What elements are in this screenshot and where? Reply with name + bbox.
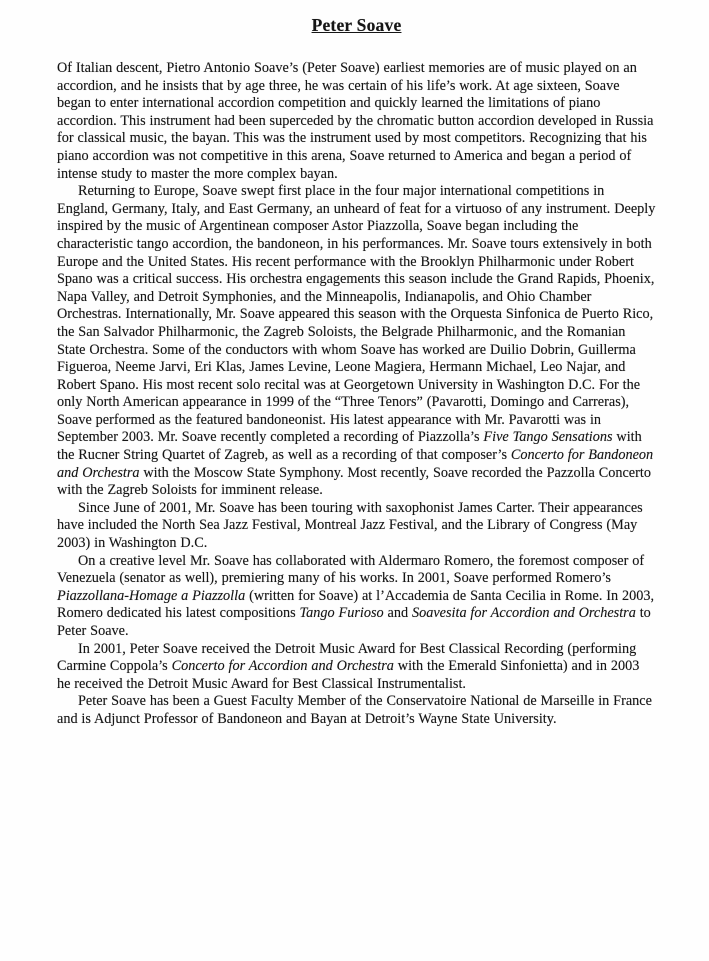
italic-title-run: Concerto for Accordion and Orchestra xyxy=(171,658,394,675)
document-body xyxy=(57,60,656,729)
italic-title-run: Five Tango Sensations xyxy=(483,429,613,446)
paragraph-awards xyxy=(57,641,656,694)
paragraph-faculty xyxy=(57,693,656,728)
paragraph-career xyxy=(57,183,656,500)
italic-title-run: Soavesita for Accordion and Orchestra xyxy=(411,605,636,622)
paragraph-james-carter xyxy=(57,500,656,553)
paragraph-early-life xyxy=(57,60,656,183)
text-run: Returning to Europe, Soave swept first place in the four major international competitions in England, Germany, Italy, and East Germany, an unheard of feat for a virtuoso of any instrument. Deeply inspired by the music of Argentinean composer Astor Piazzolla, Soave began including the characteristic tango accordion, the bandoneon, in his performances. Mr. Soave tours extensively in both Europe and the United States. His recent performance with the Brooklyn Philharmonic under Robert Spano was a critical success. His orchestra engagements this season include the Grand Rapids, Phoenix, Napa Valley, and Detroit Symphonies, and the Minneapolis, Indianapolis, and Ohio Chamber Orchestras. Internationally, Mr. Soave appeared this season with the Orquesta Sinfonica de Puerto Rico, the San Salvador Philharmonic, the Zagreb Soloists, the Belgrade Philharmonic, and the Romanian State Orchestra. Some of the conductors with whom Soave has worked are Duilio Dobrin, Guillerma Figueroa, Neeme Jarvi, Eri Klas, James Levine, Leone Magiera, Hermann Michael, Leo Najar, and Robert Spano. His most recent solo recital was at Georgetown University in Washington D.C. For the only North American appearance in 1999 of the “Three Tenors” (Pavarotti, Domingo and Carreras), Soave performed as the featured bandoneonist. His latest appearance with Mr. Pavarotti was in September 2003. Mr. Soave recently completed a recording of Piazzolla’s xyxy=(57,183,656,446)
text-run: Since June of 2001, Mr. Soave has been touring with saxophonist James Carter. Their appearances have included the North Sea Jazz Festival, Montreal Jazz Festival, and the Library of Congress (May 2003) in Washington D.C. xyxy=(57,499,643,552)
text-run: On a creative level Mr. Soave has collaborated with Aldermaro Romero, the foremost composer of Venezuela (senator as well), premiering many of his works. In 2001, Soave performed Romero’s xyxy=(57,552,645,587)
document-title: Peter Soave xyxy=(311,15,402,35)
text-run: and xyxy=(383,605,412,622)
italic-title-run: Piazzollana-Homage a Piazzolla xyxy=(57,587,246,604)
text-run: Peter Soave has been a Guest Faculty Member of the Conservatoire National de Marseille in France and is Adjunct Professor of Bandoneon and Bayan at Detroit’s Wayne State University. xyxy=(57,693,652,727)
text-run: to Peter Soave. xyxy=(57,605,651,639)
text-run: (written for Soave) at l’Accademia de Santa Cecilia in Rome. In 2003, Romero dedicated his latest compositions xyxy=(57,587,655,622)
italic-title-run: Concerto for Bandoneon and Orchestra xyxy=(57,447,654,481)
text-run: In 2001, Peter Soave received the Detroit Music Award for Best Classical Recording (performing Carmine Coppola’s xyxy=(57,640,637,675)
italic-title-run: Tango Furioso xyxy=(299,605,384,622)
paragraph-romero xyxy=(57,553,656,641)
text-run: Of Italian descent, Pietro Antonio Soave’s (Peter Soave) earliest memories are of music played on an accordion, and he insists that by age three, he was certain of his life’s work. At age sixteen, Soave began to enter international accordion competition and quickly learned the limitations of piano accordion. This instrument had been superceded by the chromatic button accordion developed in Russia for classical music, the bayan. This was the instrument used by most competitors. Recognizing that his piano accordion was not competitive in this arena, Soave returned to America and began a period of intense study to master the more complex bayan. xyxy=(57,60,654,182)
text-run: with the Moscow State Symphony. Most recently, Soave recorded the Pazzolla Concerto with the Zagreb Soloists for imminent release. xyxy=(57,464,651,499)
text-run: with the Emerald Sinfonietta) and in 2003 he received the Detroit Music Award for Best Classical Instrumentalist. xyxy=(57,658,640,692)
text-run: with the Rucner String Quartet of Zagreb, as well as a recording of that composer’s xyxy=(57,429,642,464)
